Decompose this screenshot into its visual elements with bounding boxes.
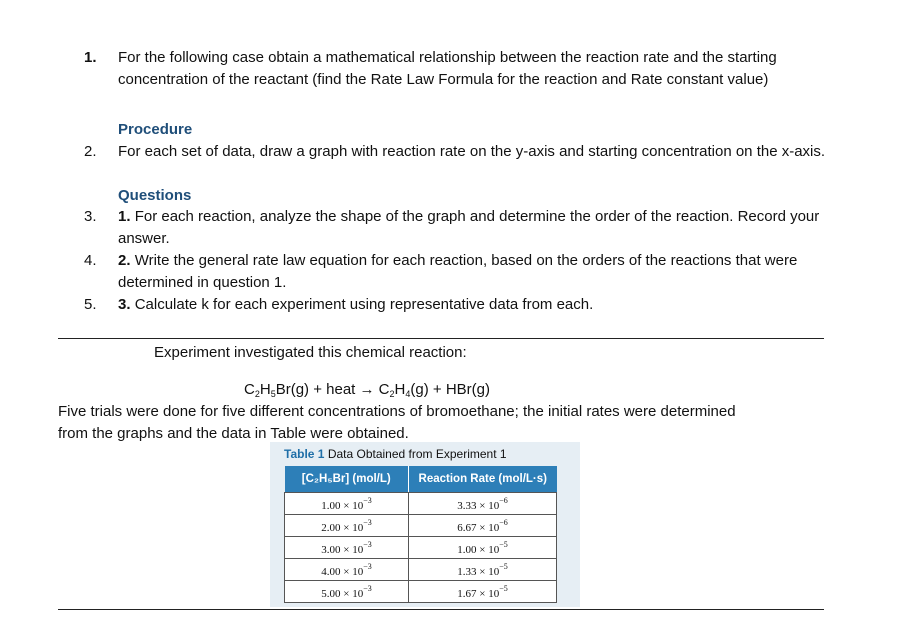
- trials-line-1: Five trials were done for five different concentrations of bromoethane; the initial rates were determined: [58, 403, 736, 420]
- experiment-intro: Experiment investigated this chemical reaction:: [154, 344, 467, 361]
- concentration-cell: [285, 559, 409, 581]
- column-header-rate: Reaction Rate (mol/L·s): [409, 466, 557, 492]
- cell-mantissa: 2.00 × 10: [321, 521, 364, 534]
- eq-reactant-h: H: [259, 381, 271, 398]
- eq-product-h: H: [394, 381, 406, 398]
- cell-mantissa: 5.00 × 10: [321, 587, 364, 600]
- list-text: [118, 141, 838, 163]
- table-caption-text: Data Obtained from Experiment 1: [327, 447, 507, 461]
- cell-exponent: −5: [499, 561, 508, 571]
- table-row: [285, 581, 557, 603]
- table-caption-label: Table 1: [284, 447, 325, 461]
- concentration-cell: [285, 537, 409, 559]
- cell-mantissa: 1.00 × 10: [457, 543, 500, 556]
- list-text: [118, 206, 838, 250]
- cell-mantissa: 1.33 × 10: [457, 565, 500, 578]
- cell-exponent: −3: [363, 583, 372, 593]
- rate-cell: [409, 559, 557, 581]
- cell-exponent: −5: [499, 583, 508, 593]
- question-4-text: Write the general rate law equation for each reaction, based on the orders of the reactions that were determined in question 1.: [118, 252, 798, 291]
- question-2-text: For each set of data, draw a graph with reaction rate on the y-axis and starting concentration on the x-axis.: [118, 143, 826, 160]
- cell-mantissa: 1.67 × 10: [457, 587, 500, 600]
- questions-heading: Questions: [118, 187, 192, 204]
- divider-bottom: [58, 609, 824, 610]
- trials-line-2: from the graphs and the data in Table were obtained.: [58, 425, 409, 442]
- cell-exponent: −3: [363, 561, 372, 571]
- list-text: [118, 47, 838, 91]
- table-row: [285, 559, 557, 581]
- table-panel: [270, 442, 580, 607]
- question-lead: 1.: [118, 208, 131, 225]
- cell-mantissa: 4.00 × 10: [321, 565, 364, 578]
- cell-exponent: −3: [363, 517, 372, 527]
- eq-sub: 2: [389, 389, 395, 399]
- cell-mantissa: 1.00 × 10: [321, 499, 364, 512]
- cell-mantissa: 6.67 × 10: [457, 521, 500, 534]
- list-text: [118, 294, 838, 316]
- cell-exponent: −6: [499, 517, 508, 527]
- cell-exponent: −5: [499, 539, 508, 549]
- table-row: [285, 515, 557, 537]
- cell-mantissa: 3.33 × 10: [457, 499, 500, 512]
- column-header-concentration: [C₂H₅Br] (mol/L): [285, 466, 409, 492]
- data-table: [284, 466, 557, 603]
- list-number: 2.: [84, 143, 97, 160]
- question-3-text: For each reaction, analyze the shape of the graph and determine the order of the reaction. Record your answer.: [118, 208, 820, 247]
- question-1-text: For the following case obtain a mathematical relationship between the reaction rate and the starting concentration of the reactant (find the Rate Law Formula for the reaction and Rate constant value): [118, 49, 777, 88]
- list-text: [118, 250, 838, 294]
- table-caption: [284, 446, 507, 462]
- rate-cell: [409, 515, 557, 537]
- concentration-cell: [285, 515, 409, 537]
- rate-cell: [409, 581, 557, 603]
- procedure-heading: Procedure: [118, 121, 193, 138]
- question-lead: 3.: [118, 296, 131, 313]
- concentration-cell: [285, 581, 409, 603]
- eq-reactant-c: C: [244, 381, 255, 398]
- eq-reactant-rest: Br(g) + heat → C: [275, 381, 390, 398]
- concentration-cell: [285, 493, 409, 515]
- cell-exponent: −6: [499, 495, 508, 505]
- list-number: 1.: [84, 49, 97, 66]
- eq-product-rest: (g) + HBr(g): [410, 381, 490, 398]
- divider-top: [58, 338, 824, 339]
- cell-exponent: −3: [363, 539, 372, 549]
- eq-sub: 2: [254, 389, 260, 399]
- list-number: 4.: [84, 252, 97, 269]
- table-row: [285, 537, 557, 559]
- question-lead: 2.: [118, 252, 131, 269]
- question-5-text: Calculate k for each experiment using representative data from each.: [134, 296, 594, 313]
- rate-cell: [409, 493, 557, 515]
- list-number: 3.: [84, 208, 97, 225]
- rate-cell: [409, 537, 557, 559]
- eq-sub: 5: [270, 389, 276, 399]
- list-number: 5.: [84, 296, 97, 313]
- cell-exponent: −3: [363, 495, 372, 505]
- cell-mantissa: 3.00 × 10: [321, 543, 364, 556]
- eq-sub: 4: [405, 389, 411, 399]
- table-row: [285, 493, 557, 515]
- table-header-row: [285, 466, 557, 492]
